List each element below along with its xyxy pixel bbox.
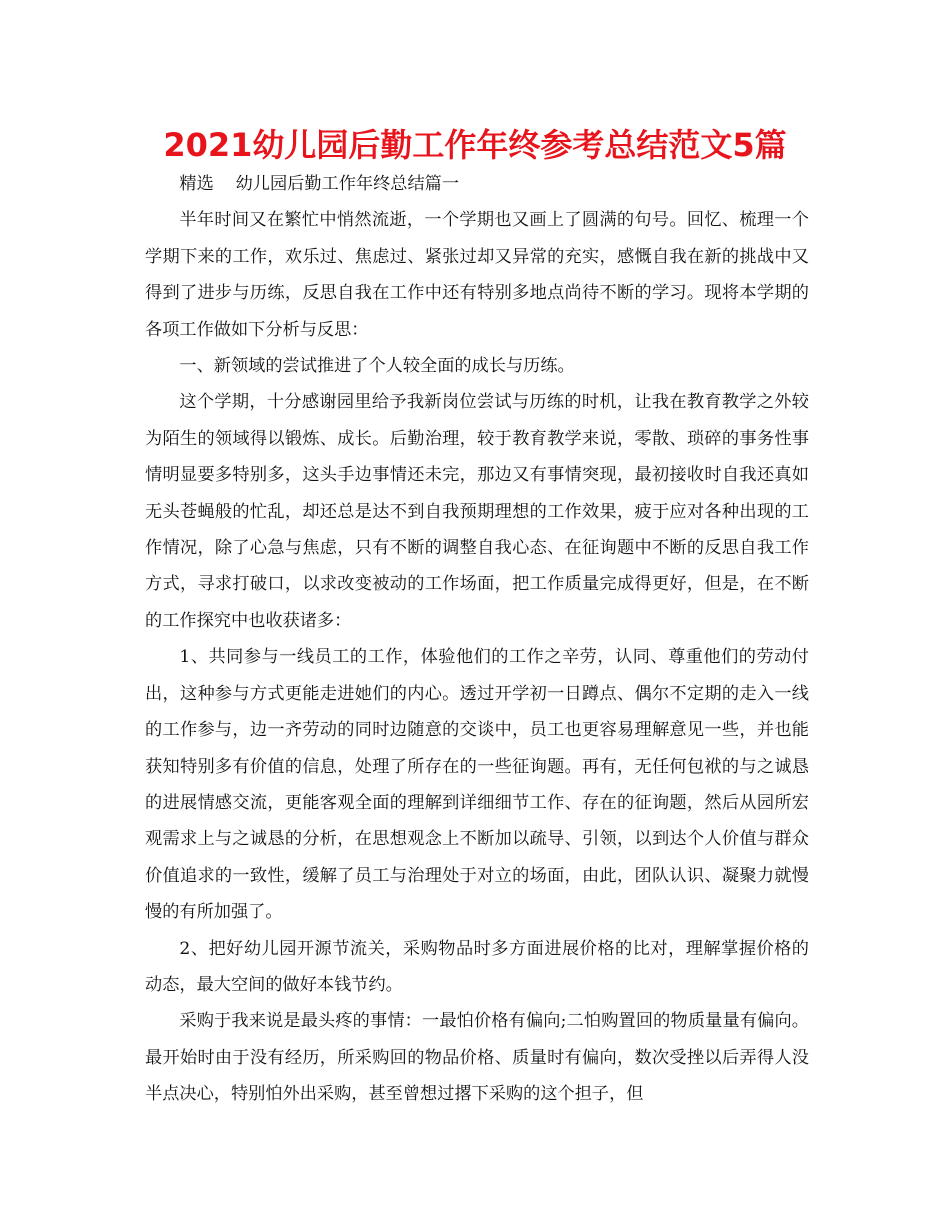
paragraph: 采购于我来说是最头疼的事情：一最怕价格有偏向;二怕购置回的物质量量有偏向。最开始时由于没有经历，所采购回的物品价格、质量时有偏向，数次受挫以后弄得人没半点决心，特别怕外出采购，甚至曾想过撂下采购的这个担子，但 — [145, 1011, 809, 1105]
paragraph: 半年时间又在繁忙中悄然流逝，一个学期也又画上了圆满的句号。回忆、梳理一个学期下来的工作，欢乐过、焦虑过、紧张过却又异常的充实，感慨自我在新的挑战中又得到了进步与历练，反思自我在工作中还有特别多地点尚待不断的学习。现将本学期的各项工作做如下分析与反思： — [145, 210, 809, 340]
document-title: 2021幼儿园后勤工作年终参考总结范文5篇 — [163, 126, 787, 164]
paragraph: 1、共同参与一线员工的工作，体验他们的工作之辛劳，认同、尊重他们的劳动付出，这种参与方式更能走进她们的内心。透过开学初一日蹲点、偶尔不定期的走入一线的工作参与，边一齐劳动的同时边随意的交谈中，员工也更容易理解意见一些，并也能获知特别多有价值的信息，处理了所存在的一些征询题。再有，无任何包袱的与之诚恳的进展情感交流，更能客观全面的理解到详细细节工作、存在的征询题，然后从园所宏观需求上与之诚恳的分析，在思想观念上不断加以疏导、引领，以到达个人价值与群众价值追求的一致性，缓解了员工与治理处于对立的场面，由此，团队认识、凝聚力就慢慢的有所加强了。 — [145, 647, 809, 923]
paragraph: 2、把好幼儿园开源节流关，采购物品时多方面进展价格的比对，理解掌握价格的动态，最大空间的做好本钱节约。 — [145, 938, 809, 995]
document-body — [145, 166, 809, 1113]
paragraph: 这个学期，十分感谢园里给予我新岗位尝试与历练的时机，让我在教育教学之外较为陌生的领域得以锻炼、成长。后勤治理，较于教育教学来说，零散、琐碎的事务性事情明显要多特别多，这头手边事情还未完，那边又有事情突现，最初接收时自我还真如无头苍蝇般的忙乱，却还总是达不到自我预期理想的工作效果，疲于应对各种出现的工作情况，除了心急与焦虑，只有不断的调整自我心态、在征询题中不断的反思自我工作方式，寻求打破口，以求改变被动的工作场面，把工作质量完成得更好，但是，在不断的工作探究中也收获诸多： — [145, 392, 809, 631]
section-heading: 一、新领域的尝试推进了个人较全面的成长与历练。 — [179, 356, 575, 377]
document-subtitle: 精选 幼儿园后勤工作年终总结篇一 — [179, 174, 460, 194]
